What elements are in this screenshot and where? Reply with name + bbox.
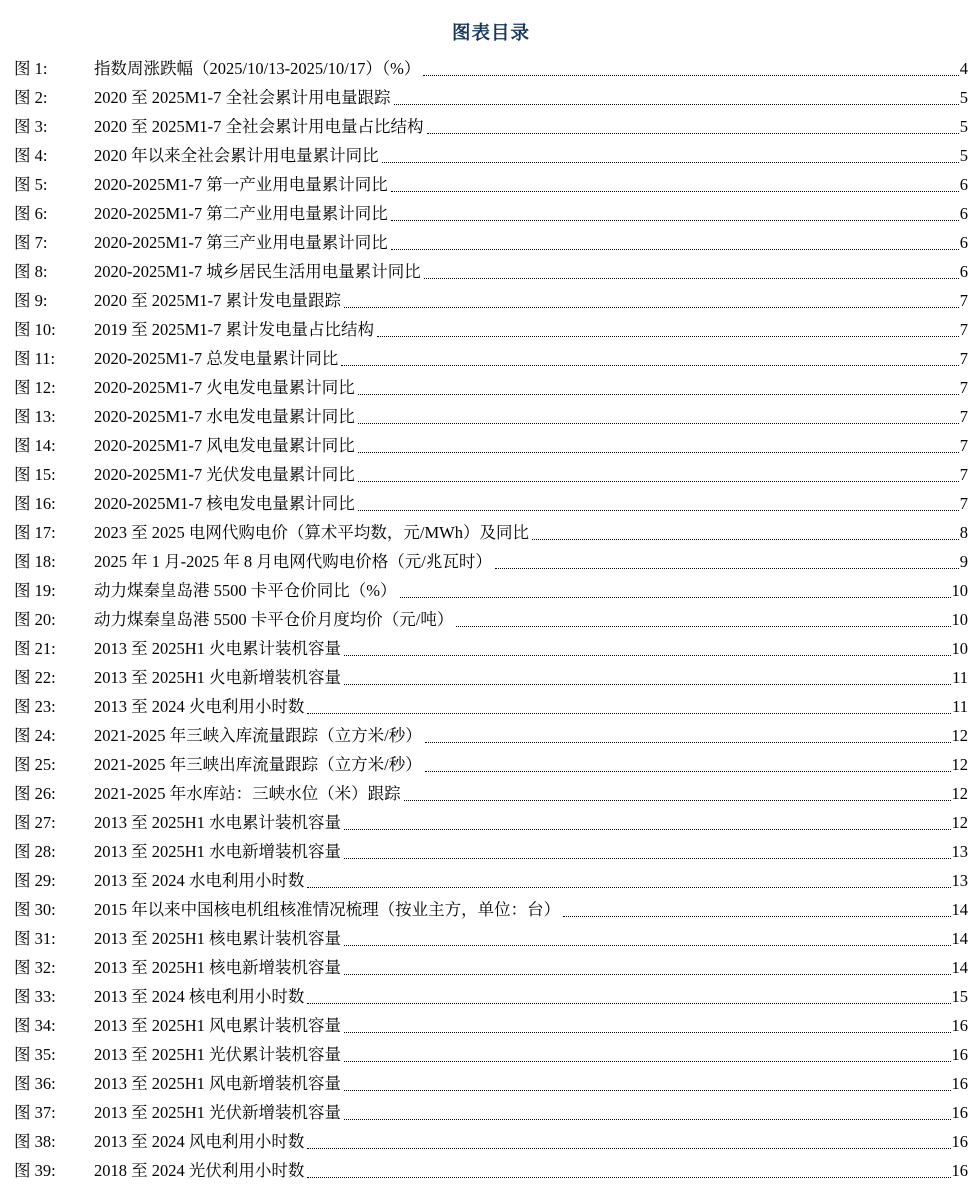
toc-dot-leader: [307, 713, 951, 714]
toc-entry-page: 16: [951, 1074, 968, 1093]
toc-entry-title: 指数周涨跌幅（2025/10/13-2025/10/17）（%）: [94, 59, 421, 78]
toc-entry-label: 图 39:: [14, 1161, 56, 1180]
toc-entry-title: 2023 至 2025 电网代购电价（算术平均数，元/MWh）及同比: [94, 523, 529, 542]
toc-entry-label: 图 7:: [14, 233, 48, 252]
toc-entry-title: 2020-2025M1-7 城乡居民生活用电量累计同比: [94, 262, 421, 281]
toc-entry[interactable]: [14, 54, 968, 83]
toc-dot-leader: [307, 887, 950, 888]
toc-entry-title: 动力煤秦皇岛港 5500 卡平仓价同比（%）: [94, 581, 397, 600]
toc-entry-title: 2020-2025M1-7 核电发电量累计同比: [94, 494, 355, 513]
toc-entry-title: 2021-2025 年三峡入库流量跟踪（立方米/秒）: [94, 726, 422, 745]
toc-entry-label: 图 9:: [14, 291, 48, 310]
toc-entry-label: 图 36:: [14, 1074, 56, 1093]
toc-entry-title: 2020-2025M1-7 光伏发电量累计同比: [94, 465, 355, 484]
toc-entry-label: 图 35:: [14, 1045, 56, 1064]
toc-entry-page: 14: [951, 958, 968, 977]
toc-entry-title: 2019 至 2025M1-7 累计发电量占比结构: [94, 320, 375, 339]
toc-entry-page: 13: [951, 842, 968, 861]
toc-entry[interactable]: [14, 1098, 968, 1127]
toc-dot-leader: [391, 249, 959, 250]
toc-entry-page: 10: [951, 639, 968, 658]
toc-entry[interactable]: [14, 547, 968, 576]
toc-entry-title: 2020 年以来全社会累计用电量累计同比: [94, 146, 379, 165]
toc-entry-page: 12: [951, 784, 968, 803]
toc-entry[interactable]: [14, 1011, 968, 1040]
toc-entry[interactable]: [14, 576, 968, 605]
toc-dot-leader: [307, 1003, 950, 1004]
toc-dot-leader: [358, 423, 959, 424]
toc-entry[interactable]: [14, 1127, 968, 1156]
toc-entry-label: 图 14:: [14, 436, 56, 455]
toc-entry[interactable]: [14, 228, 968, 257]
toc-dot-leader: [427, 133, 959, 134]
toc-entry[interactable]: [14, 953, 968, 982]
toc-entry[interactable]: [14, 344, 968, 373]
toc-entry[interactable]: [14, 1156, 968, 1185]
toc-entry-page: 6: [959, 233, 968, 252]
toc-entry-title: 2015 年以来中国核电机组核准情况梳理（按业主方，单位：台）: [94, 900, 561, 919]
toc-list: [14, 54, 968, 1185]
toc-dot-leader: [532, 539, 959, 540]
toc-entry[interactable]: [14, 837, 968, 866]
toc-entry[interactable]: [14, 779, 968, 808]
toc-entry[interactable]: [14, 663, 968, 692]
toc-entry-page: 7: [959, 465, 968, 484]
toc-entry[interactable]: [14, 199, 968, 228]
toc-entry-title: 2021-2025 年水库站：三峡水位（米）跟踪: [94, 784, 401, 803]
toc-dot-leader: [400, 597, 951, 598]
toc-entry-label: 图 32:: [14, 958, 56, 977]
toc-dot-leader: [341, 365, 958, 366]
toc-entry-label: 图 28:: [14, 842, 56, 861]
toc-dot-leader: [382, 162, 959, 163]
toc-entry-page: 16: [951, 1132, 968, 1151]
toc-entry-page: 16: [951, 1045, 968, 1064]
toc-entry-page: 11: [952, 697, 968, 716]
toc-entry-label: 图 18:: [14, 552, 56, 571]
toc-entry-page: 14: [951, 929, 968, 948]
toc-dot-leader: [307, 1177, 950, 1178]
toc-entry-label: 图 17:: [14, 523, 56, 542]
toc-dot-leader: [495, 568, 959, 569]
toc-entry[interactable]: [14, 83, 968, 112]
toc-entry[interactable]: [14, 315, 968, 344]
toc-entry-label: 图 33:: [14, 987, 56, 1006]
toc-entry[interactable]: [14, 924, 968, 953]
toc-entry-title: 2020-2025M1-7 总发电量累计同比: [94, 349, 339, 368]
toc-entry-page: 7: [959, 378, 968, 397]
toc-dot-leader: [391, 191, 959, 192]
toc-dot-leader: [377, 336, 959, 337]
toc-dot-leader: [344, 945, 950, 946]
toc-entry-title: 2020-2025M1-7 第一产业用电量累计同比: [94, 175, 388, 194]
toc-entry-label: 图 37:: [14, 1103, 56, 1122]
toc-entry-title: 2013 至 2024 火电利用小时数: [94, 697, 305, 716]
toc-dot-leader: [344, 684, 951, 685]
toc-dot-leader: [563, 916, 950, 917]
toc-dot-leader: [358, 452, 959, 453]
toc-entry-label: 图 27:: [14, 813, 56, 832]
toc-entry-title: 2013 至 2024 核电利用小时数: [94, 987, 305, 1006]
toc-entry[interactable]: [14, 605, 968, 634]
toc-entry-page: 8: [959, 523, 968, 542]
toc-entry-label: 图 2:: [14, 88, 48, 107]
toc-entry-page: 14: [951, 900, 968, 919]
toc-dot-leader: [344, 829, 950, 830]
toc-entry-label: 图 10:: [14, 320, 56, 339]
toc-entry-label: 图 21:: [14, 639, 56, 658]
toc-entry-title: 2013 至 2025H1 光伏累计装机容量: [94, 1045, 342, 1064]
toc-entry-title: 2020 至 2025M1-7 累计发电量跟踪: [94, 291, 342, 310]
toc-entry-title: 2021-2025 年三峡出库流量跟踪（立方米/秒）: [94, 755, 422, 774]
toc-entry[interactable]: [14, 1069, 968, 1098]
toc-entry-label: 图 22:: [14, 668, 56, 687]
toc-entry-label: 图 19:: [14, 581, 56, 600]
toc-entry-page: 12: [951, 813, 968, 832]
toc-entry-title: 2013 至 2024 风电利用小时数: [94, 1132, 305, 1151]
toc-entry-page: 16: [951, 1103, 968, 1122]
toc-entry-label: 图 26:: [14, 784, 56, 803]
toc-entry[interactable]: [14, 721, 968, 750]
toc-entry-label: 图 16:: [14, 494, 56, 513]
toc-dot-leader: [391, 220, 959, 221]
toc-entry-page: 5: [959, 117, 968, 136]
toc-entry-label: 图 15:: [14, 465, 56, 484]
toc-entry[interactable]: [14, 489, 968, 518]
toc-entry-title: 2020-2025M1-7 第二产业用电量累计同比: [94, 204, 388, 223]
toc-entry-page: 7: [959, 436, 968, 455]
toc-entry-page: 6: [959, 175, 968, 194]
toc-entry-label: 图 3:: [14, 117, 48, 136]
toc-entry[interactable]: [14, 460, 968, 489]
toc-entry-title: 2013 至 2025H1 火电累计装机容量: [94, 639, 342, 658]
toc-dot-leader: [456, 626, 950, 627]
toc-entry-label: 图 6:: [14, 204, 48, 223]
toc-entry-title: 2013 至 2025H1 核电累计装机容量: [94, 929, 342, 948]
toc-entry-page: 5: [959, 88, 968, 107]
toc-dot-leader: [344, 1032, 950, 1033]
toc-dot-leader: [344, 307, 959, 308]
toc-entry[interactable]: [14, 634, 968, 663]
toc-entry-page: 7: [959, 407, 968, 426]
toc-dot-leader: [425, 771, 951, 772]
toc-entry-title: 2018 至 2024 光伏利用小时数: [94, 1161, 305, 1180]
toc-entry-title: 2013 至 2025H1 光伏新增装机容量: [94, 1103, 342, 1122]
toc-entry[interactable]: [14, 402, 968, 431]
toc-dot-leader: [358, 481, 959, 482]
toc-dot-leader: [425, 742, 951, 743]
toc-title: 图表目录: [451, 24, 530, 44]
toc-dot-leader: [404, 800, 951, 801]
toc-entry[interactable]: [14, 257, 968, 286]
toc-dot-leader: [424, 278, 959, 279]
toc-entry[interactable]: [14, 286, 968, 315]
toc-entry-page: 7: [959, 291, 968, 310]
toc-entry-page: 10: [951, 581, 968, 600]
toc-entry-page: 15: [951, 987, 968, 1006]
toc-entry-title: 2020-2025M1-7 水电发电量累计同比: [94, 407, 355, 426]
toc-entry-page: 9: [959, 552, 968, 571]
toc-dot-leader: [344, 655, 950, 656]
toc-entry-label: 图 4:: [14, 146, 48, 165]
toc-entry-label: 图 25:: [14, 755, 56, 774]
toc-entry-page: 12: [951, 726, 968, 745]
toc-entry-label: 图 12:: [14, 378, 56, 397]
toc-dot-leader: [394, 104, 959, 105]
toc-entry-page: 11: [952, 668, 968, 687]
toc-entry-title: 2013 至 2025H1 火电新增装机容量: [94, 668, 342, 687]
toc-entry[interactable]: [14, 431, 968, 460]
toc-entry-title: 2013 至 2025H1 核电新增装机容量: [94, 958, 342, 977]
toc-entry[interactable]: [14, 808, 968, 837]
toc-entry[interactable]: [14, 112, 968, 141]
toc-entry-page: 16: [951, 1161, 968, 1180]
toc-entry-title: 2020-2025M1-7 火电发电量累计同比: [94, 378, 355, 397]
toc-entry-title: 2013 至 2025H1 风电累计装机容量: [94, 1016, 342, 1035]
toc-entry[interactable]: [14, 1040, 968, 1069]
toc-entry-label: 图 13:: [14, 407, 56, 426]
toc-entry-title: 2020-2025M1-7 风电发电量累计同比: [94, 436, 355, 455]
toc-dot-leader: [344, 974, 950, 975]
toc-dot-leader: [358, 394, 959, 395]
toc-entry-page: 6: [959, 204, 968, 223]
toc-entry-page: 7: [959, 349, 968, 368]
toc-entry[interactable]: [14, 750, 968, 779]
toc-entry[interactable]: [14, 518, 968, 547]
toc-entry-page: 5: [959, 146, 968, 165]
toc-entry-title: 2013 至 2025H1 水电累计装机容量: [94, 813, 342, 832]
toc-entry-label: 图 5:: [14, 175, 48, 194]
toc-dot-leader: [344, 1090, 950, 1091]
toc-entry[interactable]: [14, 866, 968, 895]
toc-entry-page: 12: [951, 755, 968, 774]
toc-entry-title: 2020 至 2025M1-7 全社会累计用电量跟踪: [94, 88, 391, 107]
toc-entry-page: 4: [959, 59, 968, 78]
toc-entry-label: 图 38:: [14, 1132, 56, 1151]
toc-entry-label: 图 11:: [14, 349, 56, 368]
toc-entry-label: 图 29:: [14, 871, 56, 890]
toc-entry-title: 2020-2025M1-7 第三产业用电量累计同比: [94, 233, 388, 252]
toc-dot-leader: [358, 510, 959, 511]
toc-entry-title: 2020 至 2025M1-7 全社会累计用电量占比结构: [94, 117, 424, 136]
toc-entry-title: 2013 至 2025H1 风电新增装机容量: [94, 1074, 342, 1093]
toc-entry-page: 16: [951, 1016, 968, 1035]
toc-entry-label: 图 23:: [14, 697, 56, 716]
toc-dot-leader: [423, 75, 958, 76]
toc-entry-label: 图 1:: [14, 59, 48, 78]
toc-entry-page: 13: [951, 871, 968, 890]
toc-entry-label: 图 24:: [14, 726, 56, 745]
toc-entry[interactable]: [14, 982, 968, 1011]
toc-entry[interactable]: [14, 692, 968, 721]
toc-entry-title: 2013 至 2024 水电利用小时数: [94, 871, 305, 890]
toc-dot-leader: [344, 858, 950, 859]
toc-entry-label: 图 8:: [14, 262, 48, 281]
toc-dot-leader: [344, 1119, 950, 1120]
toc-entry-label: 图 31:: [14, 929, 56, 948]
toc-entry-title: 动力煤秦皇岛港 5500 卡平仓价月度均价（元/吨）: [94, 610, 454, 629]
toc-entry-title: 2025 年 1 月-2025 年 8 月电网代购电价格（元/兆瓦时）: [94, 552, 492, 571]
toc-entry-page: 6: [959, 262, 968, 281]
toc-entry-page: 10: [951, 610, 968, 629]
toc-dot-leader: [307, 1148, 950, 1149]
toc-entry-page: 7: [959, 494, 968, 513]
toc-entry-title: 2013 至 2025H1 水电新增装机容量: [94, 842, 342, 861]
toc-entry[interactable]: [14, 141, 968, 170]
toc-entry[interactable]: [14, 170, 968, 199]
toc-entry[interactable]: [14, 895, 968, 924]
toc-entry-label: 图 34:: [14, 1016, 56, 1035]
toc-entry-label: 图 30:: [14, 900, 56, 919]
toc-entry-page: 7: [959, 320, 968, 339]
toc-entry-label: 图 20:: [14, 610, 56, 629]
toc-entry[interactable]: [14, 373, 968, 402]
toc-dot-leader: [344, 1061, 950, 1062]
